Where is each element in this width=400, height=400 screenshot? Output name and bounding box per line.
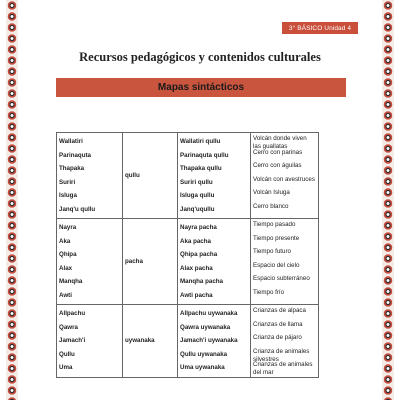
stems-item: Aka [59,237,71,245]
suffix-cell [123,133,178,219]
stems-item: Manqha [59,278,83,285]
meanings-item: Crianzas de llama [253,320,303,328]
compounds-item: Thapaka qullu [180,165,222,172]
compounds-item: Aka pacha [180,237,211,245]
stems-item: Parinaquta [59,151,91,159]
compounds-item: Suriri qullu [180,178,213,186]
meanings-item: Tiempo pasado [253,221,296,228]
stems-item: Allpachu [59,310,86,317]
stems-item: Isluga [59,192,77,199]
stems-item: Thapaka [59,165,85,172]
stems-item: Wallatiri [59,138,83,145]
stems-item: Uma [59,364,73,371]
compounds-item: Qhipa pacha [180,251,218,258]
suffix-cell [123,305,178,378]
compounds-item: Uma uywanaka [180,364,225,371]
stems-cell [57,305,123,378]
meanings-item: Espacio del cielo [253,261,300,269]
meanings-item: Volcán Isluga [253,189,290,196]
stems-item: Awti [59,291,72,299]
stems-item: Qullu [59,350,75,358]
meanings-cell [251,305,319,378]
stems-item: Qhipa [59,251,77,258]
suffix-word: qullu [125,172,140,179]
meanings-cell [251,133,319,219]
table-row [57,133,319,219]
meanings-item: Tiempo futuro [253,248,291,255]
meanings-item: Crianzas de animales del mar [253,361,313,376]
compounds-item: Alax pacha [180,264,213,272]
meanings-item: Crianzas de alpaca [253,307,306,314]
meanings-item: Crianza de pájaro [253,334,302,341]
meanings-item: Tiempo frío [253,288,285,296]
section-title-bar: Mapas sintácticos [56,78,346,97]
compounds-cell [178,305,251,378]
suffix-word: pacha [125,258,143,265]
meanings-item: Cerro con parinas [253,148,303,156]
stems-item: Jamach'i [59,337,86,344]
compounds-item: Allpachu uywanaka [180,310,238,317]
meanings-item: Volcán donde viven las guallatas [253,135,307,150]
compounds-cell [178,133,251,219]
table-row [57,219,319,305]
compounds-item: Qullu uywanaka [180,350,228,358]
compounds-item: Manqha pacha [180,278,223,285]
compounds-item: Qawra uywanaka [180,323,231,331]
syntactic-map-table [56,132,319,378]
table-row [57,305,319,378]
compounds-item: Nayra pacha [180,224,217,231]
stems-item: Qawra [59,323,78,331]
meanings-item: Cerro blanco [253,202,289,210]
stems-item: Alax [59,264,73,272]
meanings-item: Tiempo presente [253,234,300,242]
compounds-item: Janq'uqullu [180,205,215,213]
compounds-cell [178,219,251,305]
suffix-cell [123,219,178,305]
compounds-item: Parinaquta qullu [180,151,229,159]
compounds-item: Awti pacha [180,291,213,299]
meanings-cell [251,219,319,305]
suffix-word: uywanaka [125,337,155,345]
meanings-item: Cerro con águilas [253,162,302,169]
stems-item: Janq'u qullu [59,205,96,213]
compounds-item: Isluga qullu [180,192,215,199]
page-title: Recursos pedagógicos y contenidos culturales [79,50,321,64]
meanings-item: Volcán con avestruces [253,175,315,183]
grade-unit-badge: 3° BÁSICO Unidad 4 [282,22,358,34]
stems-item: Suriri [59,178,76,186]
meanings-item: Crianza de animales silvestres [253,347,310,363]
meanings-item: Espacio subterráneo [253,275,310,282]
stems-cell [57,219,123,305]
stems-cell [57,133,123,219]
compounds-item: Jamach'i uywanaka [180,337,238,344]
compounds-item: Wallatiri qullu [180,138,221,145]
stems-item: Nayra [59,224,77,231]
